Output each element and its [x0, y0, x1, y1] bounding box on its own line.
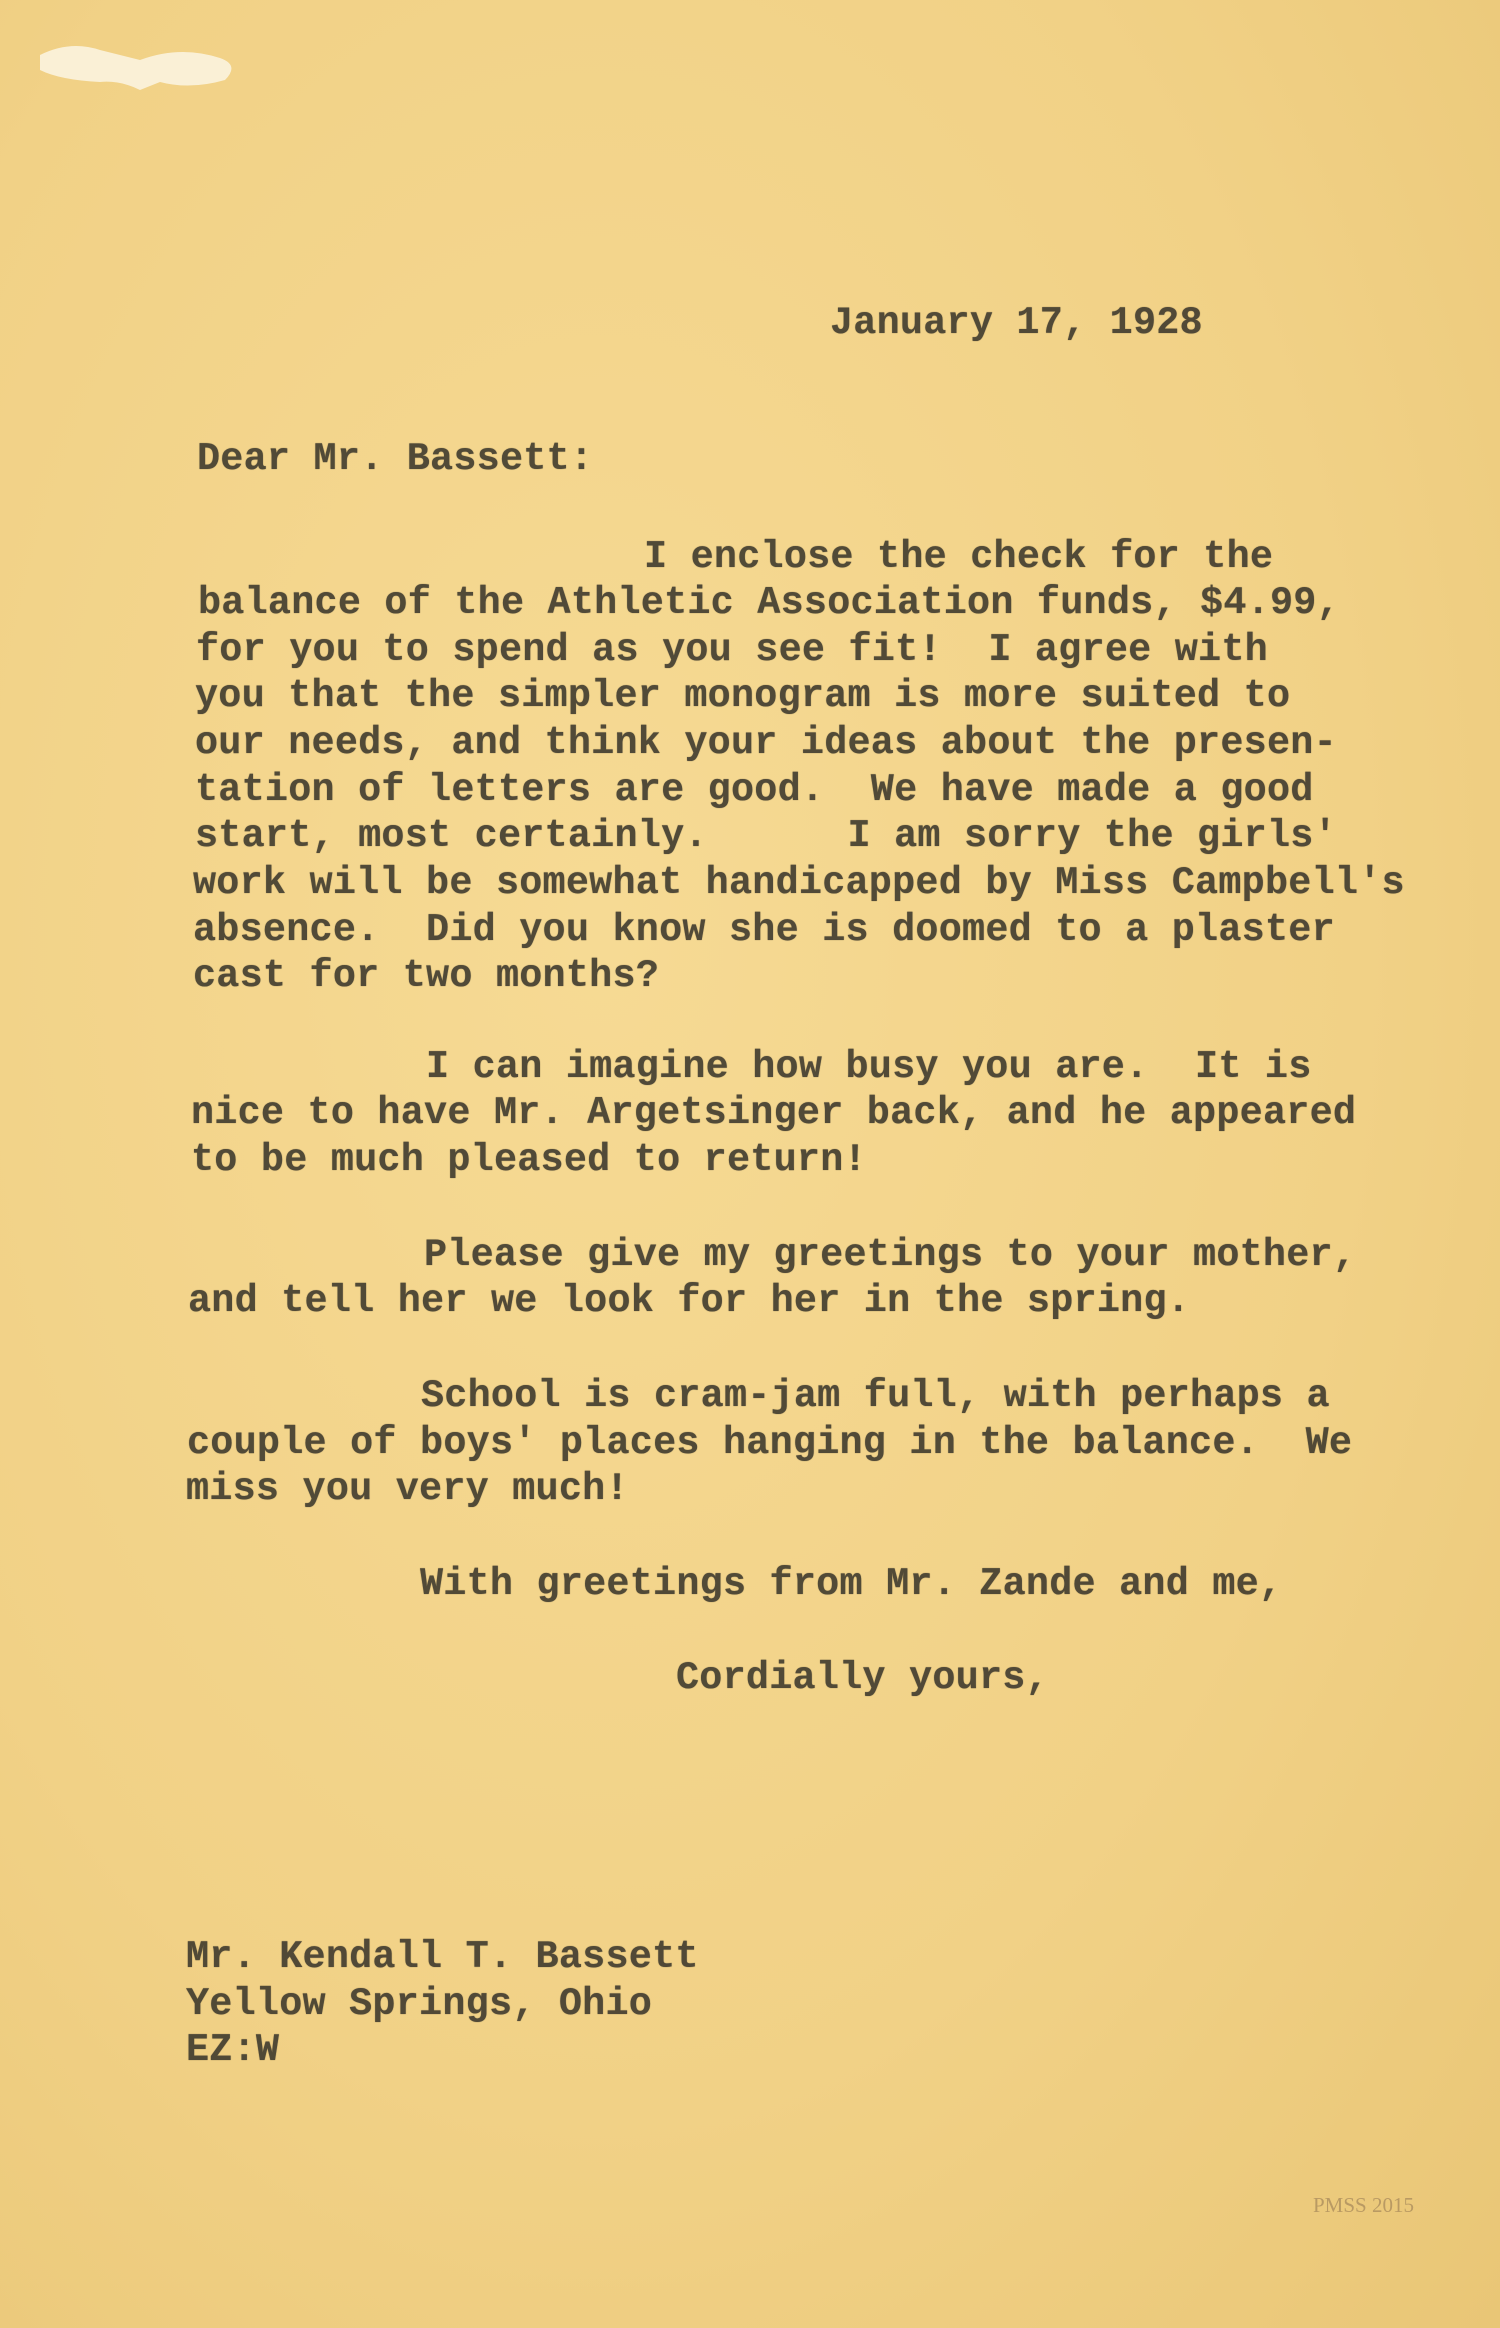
text-line: to be much pleased to return!: [191, 1138, 867, 1182]
archive-watermark: PMSS 2015: [1313, 2193, 1414, 2217]
text-line: and tell her we look for her in the spring.: [188, 1279, 1191, 1323]
text-line: for you to spend as you see fit! I agree with: [196, 628, 1268, 672]
text-line: couple of boys' places hanging in the balance. We: [187, 1421, 1353, 1465]
address-line: Yellow Springs, Ohio: [186, 1982, 653, 2026]
text-line: nice to have Mr. Argetsinger back, and he appeared: [191, 1091, 1357, 1135]
text-line: Please give my greetings to your mother,: [424, 1233, 1357, 1277]
text-line: miss you very much!: [186, 1467, 629, 1511]
closing-greeting: With greetings from Mr. Zande and me,: [420, 1562, 1283, 1606]
text-line: tation of letters are good. We have made a good: [195, 768, 1314, 812]
address-line: Mr. Kendall T. Bassett: [186, 1935, 699, 1979]
text-line: absence. Did you know she is doomed to a plaster: [193, 908, 1335, 952]
text-line: I enclose the check for the: [644, 535, 1274, 579]
letter-date: January 17, 1928: [830, 301, 1203, 345]
text-line: I can imagine how busy you are. It is: [426, 1045, 1312, 1089]
text-line: you that the simpler monogram is more suited to: [195, 674, 1291, 718]
text-line: work will be somewhat handicapped by Miss Campbell's: [193, 861, 1405, 905]
reference-initials: EZ:W: [186, 2028, 280, 2072]
text-line: School is cram-jam full, with perhaps a: [421, 1374, 1330, 1418]
text-line: balance of the Athletic Association funds, $4.99,: [198, 581, 1340, 625]
text-line: cast for two months?: [193, 954, 660, 998]
torn-corner: [40, 20, 240, 100]
text-line: start, most certainly. I am sorry the girls': [195, 814, 1337, 858]
closing: Cordially yours,: [676, 1656, 1049, 1700]
text-line: our needs, and think your ideas about the presen-: [195, 721, 1337, 765]
salutation: Dear Mr. Bassett:: [197, 437, 594, 481]
